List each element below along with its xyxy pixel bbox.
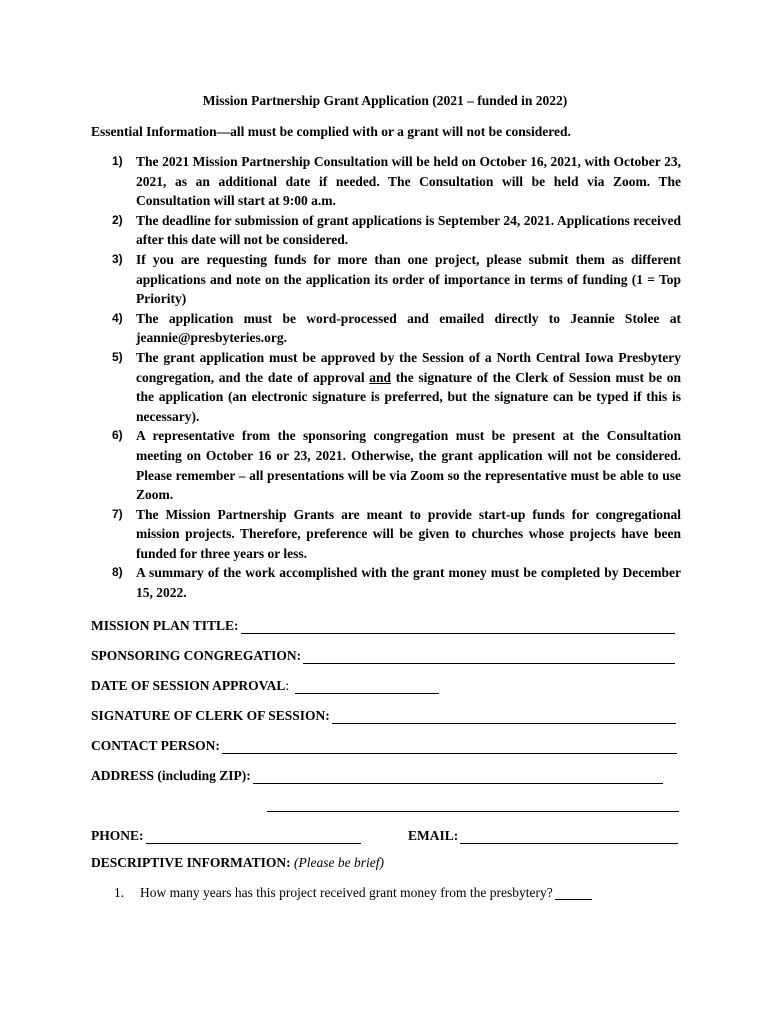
address-field	[91, 764, 663, 784]
list-item	[91, 309, 681, 348]
rules-list	[91, 152, 681, 603]
list-text: The deadline for submission of grant applications is September 24, 2021. Applications received after this date will not be considered.	[136, 212, 681, 248]
list-number: 2)	[112, 212, 123, 227]
essential-information-heading: Essential Information—all must be complied with or a grant will not be considered.	[91, 124, 571, 139]
list-number: 3)	[112, 251, 123, 266]
field-label: PHONE:	[91, 828, 144, 843]
signature-clerk-field	[91, 704, 676, 724]
contact-person-field	[91, 734, 677, 754]
list-item	[91, 505, 681, 564]
list-text-part: The grant application must be approved by the Session of a North Central Iowa Presbytery congregation, and the date of approval	[136, 349, 681, 385]
list-item	[91, 348, 681, 426]
address-input[interactable]	[253, 769, 663, 784]
field-label: CONTACT PERSON:	[91, 738, 220, 753]
field-label: DATE OF SESSION APPROVAL	[91, 678, 286, 693]
mission-plan-title-field	[91, 614, 675, 634]
field-colon: :	[285, 678, 290, 693]
signature-clerk-input[interactable]	[332, 709, 676, 724]
list-item	[91, 426, 681, 504]
underlined-word: and	[369, 369, 392, 385]
date-of-session-approval-field	[91, 674, 439, 694]
mission-plan-title-input[interactable]	[241, 619, 675, 634]
list-number: 4)	[112, 310, 123, 325]
descriptive-information-heading	[91, 855, 384, 871]
list-text: The 2021 Mission Partnership Consultation will be held on October 16, 2021, with October 23, 2021, as an additional date if needed. The Consultation will be held via Zoom. The Consultation will start at 9:00 a.m.	[136, 154, 681, 209]
list-text: The application must be word-processed and emailed directly to Jeannie Stolee at jeannie@presbyteries.org.	[136, 310, 681, 346]
question-number: 1.	[114, 885, 125, 900]
field-label: EMAIL:	[408, 828, 459, 843]
list-text	[136, 348, 681, 426]
list-item	[91, 152, 681, 211]
list-number: 8)	[112, 565, 123, 580]
question-answer-input[interactable]	[555, 885, 592, 900]
email-input[interactable]	[460, 829, 678, 844]
descriptive-note: (Please be brief)	[294, 855, 384, 870]
list-number: 7)	[112, 506, 123, 521]
list-item	[91, 563, 681, 602]
contact-person-input[interactable]	[222, 739, 677, 754]
question-text: How many years has this project received grant money from the presbytery?	[140, 885, 553, 900]
date-of-session-approval-input[interactable]	[295, 679, 439, 694]
address-line-2-input[interactable]	[267, 810, 679, 812]
question-item	[91, 885, 592, 901]
sponsoring-congregation-field	[91, 644, 675, 664]
page-title: Mission Partnership Grant Application (2021 – funded in 2022)	[202, 93, 568, 108]
list-text: The Mission Partnership Grants are meant to provide start-up funds for congregational mission projects. Therefore, preference will be given to churches whose projects have been funded for three years or less.	[136, 506, 681, 561]
field-label: ADDRESS (including ZIP):	[91, 768, 251, 783]
sponsoring-congregation-input[interactable]	[303, 649, 675, 664]
field-label: MISSION PLAN TITLE:	[91, 618, 239, 633]
list-item	[91, 211, 681, 250]
list-number: 6)	[112, 428, 123, 443]
list-number: 1)	[112, 154, 123, 168]
email-field	[408, 824, 678, 844]
list-number: 5)	[112, 349, 123, 364]
field-label: SPONSORING CONGREGATION:	[91, 648, 302, 663]
list-text-part: the signature of the Clerk of Session must be on the application (an electronic signature is preferred, but the signature can be typed if this is necessary).	[136, 369, 681, 424]
descriptive-label: DESCRIPTIVE INFORMATION:	[91, 855, 291, 870]
phone-field	[91, 824, 361, 844]
list-text: A summary of the work accomplished with the grant money must be completed by December 15, 2022.	[136, 565, 681, 601]
list-item	[91, 250, 681, 309]
field-label: SIGNATURE OF CLERK OF SESSION:	[91, 708, 330, 723]
list-text: A representative from the sponsoring congregation must be present at the Consultation meeting on October 16 or 23, 2021. Otherwise, the grant application will not be considered. Please remember – all presentations will be via Zoom so the representative must be able to use Zoom.	[136, 428, 681, 503]
phone-input[interactable]	[146, 829, 361, 844]
list-text: If you are requesting funds for more than one project, please submit them as different applications and note on the application its order of importance in terms of funding (1 = Top Priority)	[136, 251, 681, 307]
